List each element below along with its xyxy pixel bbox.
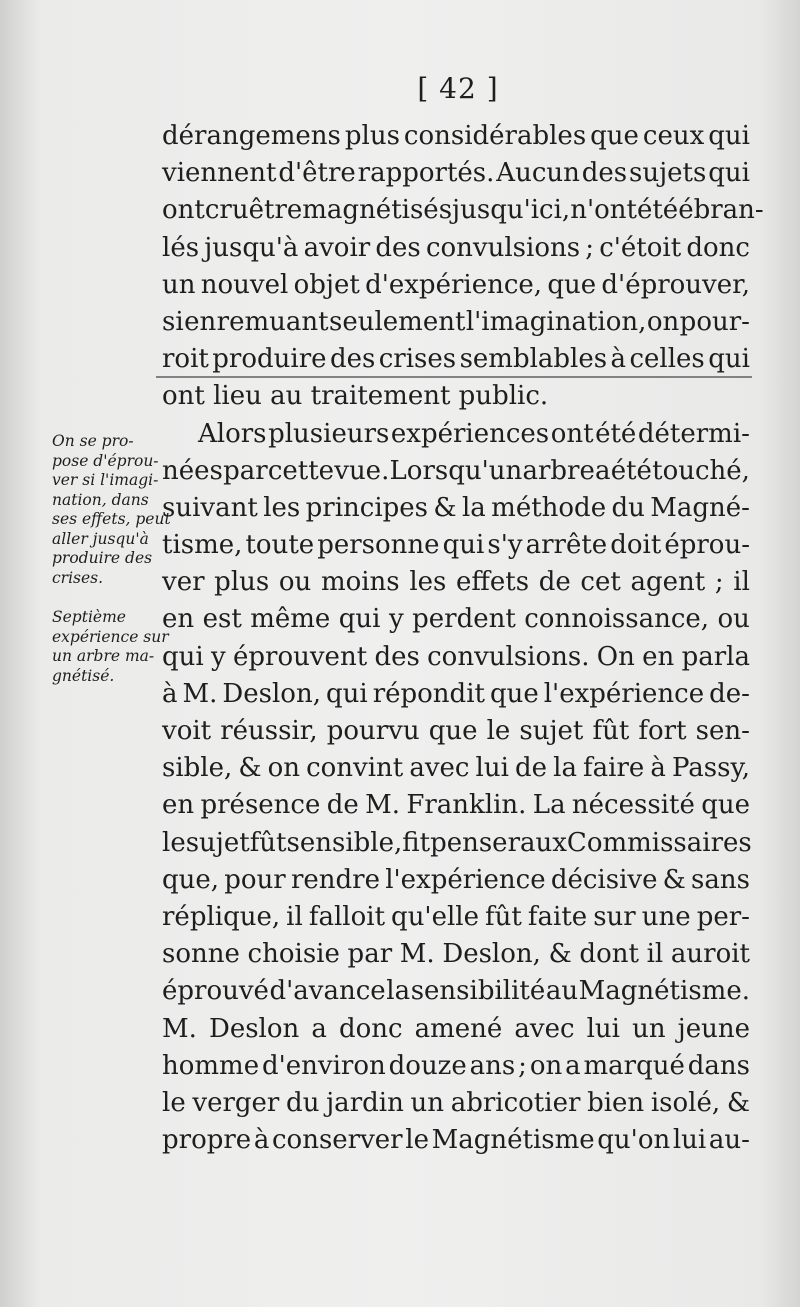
margin-note <box>52 432 171 588</box>
margin-note-line: gnétisé. <box>52 666 115 685</box>
margin-note-line: pose d'éprou- <box>52 451 159 470</box>
text-line: sonne choisie par M. Deslon, & dont il auroit <box>162 939 750 970</box>
underline-rule <box>156 376 752 378</box>
text-line: nées par cette vue. Lorsqu'un arbre a été touché, <box>162 455 750 486</box>
text-line: roit produire des crises semblables à celles qui <box>162 344 750 375</box>
page-number: [ 42 ] <box>417 72 499 105</box>
margin-note-line: un arbre ma- <box>52 647 155 665</box>
margin-note-line: crises. <box>52 568 104 587</box>
text-line: en est même qui y perdent connoissance, ou <box>162 604 750 635</box>
text-line: Alors plusieurs expériences ont été détermi- <box>198 418 750 449</box>
text-line: le verger du jardin un abricotier bien isolé, & <box>162 1087 750 1118</box>
text-line: si en remuant seulement l'imagination, on pour- <box>162 306 750 337</box>
margin-notes <box>52 432 171 706</box>
text-line: dérangemens plus considérables que ceux qui <box>162 121 750 151</box>
text-line: à M. Deslon, qui répondit que l'expérience de- <box>162 678 750 709</box>
text-line: que, pour rendre l'expérience décisive & sans <box>162 864 750 895</box>
text-line: propre à conserver le Magnétisme qu'on lui au- <box>162 1125 750 1156</box>
text-line: viennent d'être rapportés. Aucun des sujets qui <box>162 158 750 189</box>
text-line: ver plus ou moins les effets de cet agent ; il <box>162 567 750 598</box>
margin-note <box>52 608 169 686</box>
margin-note-line: On se pro- <box>52 432 134 450</box>
text-line: ont cru être magnétisés jusqu'ici, n'ont été ébran- <box>162 195 764 226</box>
text-line: qui y éprouvent des convulsions. On en parla <box>162 641 750 672</box>
text-line: suivant les principes & la méthode du Magné- <box>162 492 750 523</box>
margin-note-line: expérience sur <box>52 627 169 646</box>
text-line: sible, & on convint avec lui de la faire à Passy, <box>162 753 750 784</box>
text-line: lés jusqu'à avoir des convulsions ; c'étoit donc <box>162 232 750 263</box>
text-line: homme d'environ douze ans ; on a marqué dans <box>162 1050 750 1081</box>
text-line: voit réussir, pourvu que le sujet fût fort sen- <box>162 716 750 746</box>
text-line: M. Deslon a donc amené avec lui un jeune <box>162 1013 750 1044</box>
text-line: en présence de M. Franklin. La nécessité que <box>162 790 750 821</box>
margin-note-line: nation, dans <box>52 490 149 509</box>
text-line: ont lieu au traitement public. <box>162 381 549 412</box>
text-line: le sujet fût sensible, fit penser aux Commissaires <box>162 827 752 858</box>
text-line: éprouvé d'avance la sensibilité au Magnétisme. <box>162 976 750 1007</box>
text-line: un nouvel objet d'expérience, que d'éprouver, <box>162 269 750 300</box>
body-text <box>162 118 764 1159</box>
margin-note-line: ver si l'imagi- <box>52 471 159 489</box>
margin-note-line: Septième <box>52 608 126 626</box>
margin-note-line: ses effets, peut <box>52 510 171 528</box>
text-line: réplique, il falloit qu'elle fût faite sur une per- <box>162 901 750 932</box>
margin-note-line: produire des <box>52 549 153 567</box>
text-line: tisme, toute personne qui s'y arrête doit éprou- <box>162 530 750 561</box>
margin-note-line: aller jusqu'à <box>52 529 149 548</box>
